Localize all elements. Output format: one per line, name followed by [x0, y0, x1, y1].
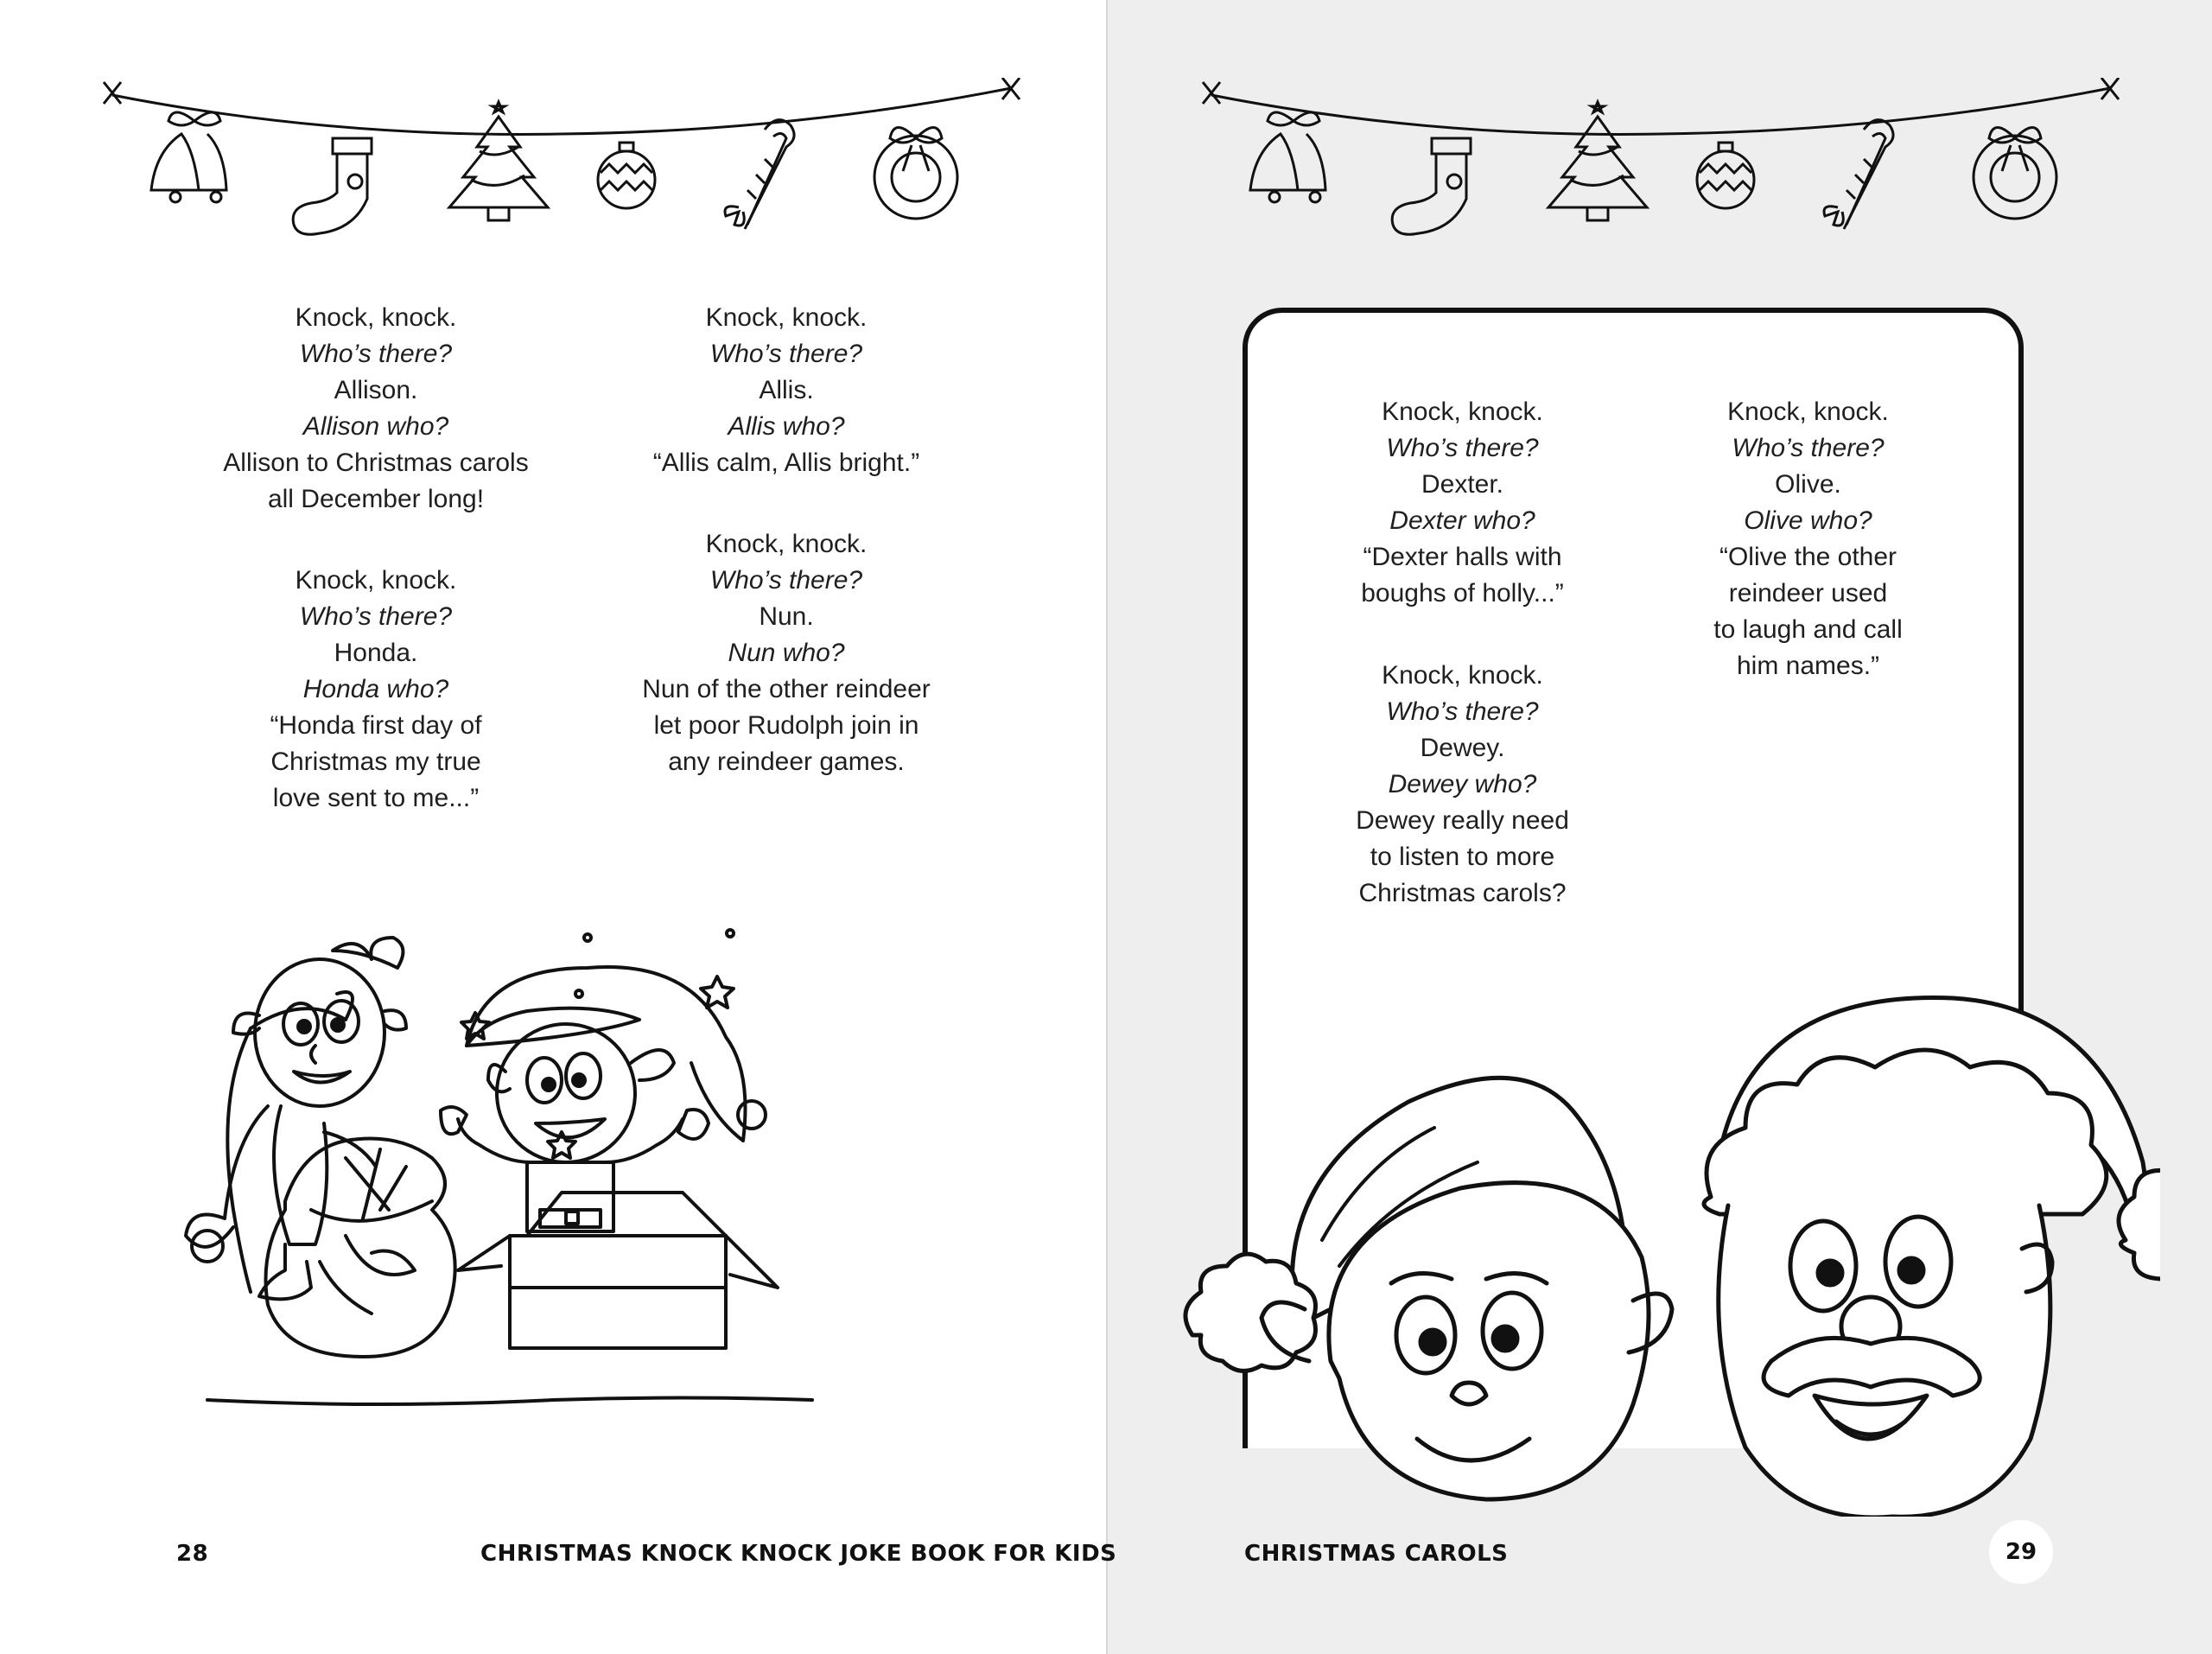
garland-left [99, 78, 1024, 259]
joke-line: Knock, knock. [705, 530, 868, 558]
joke-line: Dexter. [1421, 470, 1504, 499]
joke-line: Dewey. [1420, 734, 1505, 762]
joke-line: any reindeer games. [668, 747, 905, 776]
joke-dexter [1305, 394, 1620, 612]
garland-right [1198, 78, 2123, 259]
ornament-icon [1697, 143, 1754, 208]
wreath-icon [1974, 128, 2056, 219]
faces-illustration [1166, 981, 2160, 1517]
christmas-tree-icon [449, 102, 548, 220]
joke-line: Dewey really need [1356, 806, 1569, 835]
ornament-icon [598, 143, 655, 208]
joke-dewey [1305, 658, 1620, 912]
joke-line: all December long! [267, 485, 485, 513]
joke-line: him names.” [1736, 652, 1880, 680]
candy-cane-icon [1824, 120, 1893, 229]
christmas-tree-icon [1548, 102, 1647, 220]
joke-line: Who’s there? [709, 566, 863, 595]
joke-line: Nun. [759, 602, 814, 631]
running-title-left: CHRISTMAS KNOCK KNOCK JOKE BOOK FOR KIDS [480, 1541, 1117, 1567]
running-title-right: CHRISTMAS CAROLS [1244, 1541, 1509, 1567]
joke-line: Allis. [759, 376, 814, 404]
joke-line: Who’s there? [1386, 697, 1539, 726]
joke-line: Allison. [334, 376, 418, 404]
joke-line: Knock, knock. [1382, 661, 1543, 690]
joke-line: “Olive the other [1719, 543, 1897, 571]
joke-line: Who’s there? [299, 602, 453, 631]
joke-line: boughs of holly...” [1361, 579, 1564, 608]
gift-sack [266, 1139, 455, 1358]
joke-line: Knock, knock. [295, 566, 457, 595]
santa-face [1704, 998, 2160, 1517]
joke-line: Allis who? [728, 412, 845, 441]
joke-line: let poor Rudolph join in [653, 711, 919, 740]
page-number-right: 29 [1989, 1520, 2053, 1584]
joke-line: Who’s there? [1732, 434, 1885, 462]
joke-allison [194, 300, 557, 518]
joke-nun [596, 526, 976, 780]
joke-line: Knock, knock. [1727, 398, 1889, 426]
joke-honda [194, 563, 557, 817]
joke-line: Honda. [334, 639, 418, 667]
joke-line: to laugh and call [1713, 615, 1903, 644]
joke-line: Olive who? [1744, 506, 1872, 535]
joke-line: Who’s there? [709, 340, 863, 368]
joke-line: Who’s there? [1386, 434, 1539, 462]
wreath-icon [874, 128, 957, 219]
joke-line: Honda who? [302, 675, 449, 703]
joke-line: Knock, knock. [705, 303, 868, 332]
joke-line: Christmas carols? [1358, 879, 1567, 907]
gift-box [458, 1193, 778, 1348]
joke-line: “Allis calm, Allis bright.” [652, 448, 920, 477]
elves-illustration [181, 916, 959, 1435]
joke-line: to listen to more [1370, 843, 1555, 871]
joke-line: “Dexter halls with [1363, 543, 1562, 571]
joke-line: Who’s there? [299, 340, 453, 368]
joke-line: love sent to me...” [272, 784, 480, 812]
joke-line: reindeer used [1728, 579, 1888, 608]
joke-line: Knock, knock. [1382, 398, 1543, 426]
joke-line: Allison who? [302, 412, 449, 441]
bells-icon [1250, 112, 1325, 202]
joke-line: Nun of the other reindeer [642, 675, 931, 703]
stocking-icon [1392, 138, 1471, 234]
joke-line: Olive. [1775, 470, 1841, 499]
page-number-left: 28 [176, 1541, 209, 1567]
bells-icon [151, 112, 226, 202]
joke-line: Knock, knock. [295, 303, 457, 332]
joke-line: Christmas my true [270, 747, 481, 776]
joke-line: Dewey who? [1388, 770, 1537, 798]
joke-olive [1650, 394, 1966, 684]
candy-cane-icon [725, 120, 794, 229]
stocking-icon [293, 138, 372, 234]
joke-line: Allison to Christmas carols [223, 448, 529, 477]
joke-line: Nun who? [728, 639, 845, 667]
joke-line: Dexter who? [1389, 506, 1535, 535]
joke-line: “Honda first day of [270, 711, 482, 740]
girl-elf [186, 938, 406, 1299]
joke-allis [605, 300, 968, 481]
elf-face [1185, 1078, 1672, 1499]
